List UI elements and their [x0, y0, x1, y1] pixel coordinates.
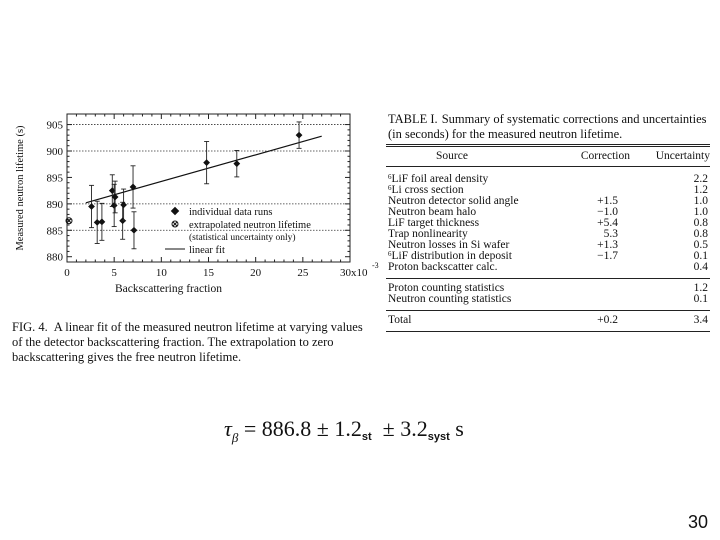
isotope-superscript: 6 — [388, 250, 392, 258]
row-uncertainty: 0.1 — [693, 293, 708, 305]
y-tick-label: 880 — [46, 251, 63, 264]
x-tick-label: 15 — [203, 267, 214, 279]
y-axis-label: Measured neutron lifetime (s) — [15, 125, 26, 251]
equation-unit: s — [449, 416, 464, 441]
y-tick-label: 890 — [46, 198, 63, 211]
header-source: Source — [436, 150, 468, 162]
row-uncertainty: 0.4 — [693, 261, 708, 273]
y-tick-label: 885 — [46, 225, 63, 238]
data-point — [99, 218, 106, 225]
row-correction: +5.4 — [597, 217, 618, 229]
row-source-text: Proton counting statistics — [388, 282, 505, 294]
figure-caption-text: A linear fit of the measured neutron lifetime at varying values of the detector backscattering fraction. The extrapolation to zero backscattering gives the free neutron lifetime. — [12, 320, 363, 364]
equation-stat: ± 1.2 — [316, 416, 362, 441]
row-source-text: Neutron losses in Si wafer — [388, 239, 510, 251]
data-point — [111, 202, 118, 209]
row-source-text: LiF foil areal density — [391, 173, 489, 185]
table-total-rule — [386, 310, 710, 311]
equation-syst: ± 3.2 — [382, 416, 428, 441]
y-tick-label: 895 — [46, 172, 63, 185]
data-point — [296, 132, 303, 139]
row-source-text: Proton backscatter calc. — [388, 261, 498, 273]
row-uncertainty: 2.2 — [693, 173, 708, 185]
x-tick-label-30: 30x10 — [340, 267, 368, 279]
row-correction: −1.7 — [597, 250, 618, 262]
x-tick-label: 20 — [250, 267, 262, 279]
row-source-text: LiF distribution in deposit — [391, 250, 512, 262]
row-uncertainty: 1.2 — [693, 282, 708, 294]
y-tick-label: 900 — [46, 146, 63, 158]
page-number: 30 — [688, 512, 709, 532]
total-uncertainty: 3.4 — [693, 314, 708, 326]
table-caption — [388, 112, 710, 142]
table-row — [386, 294, 710, 305]
table-row — [386, 262, 710, 273]
x-axis-label: Backscattering fraction — [115, 283, 222, 295]
header-correction: Correction — [580, 150, 630, 162]
figure-caption — [12, 320, 364, 365]
fit-line — [86, 136, 322, 203]
table-top-rule — [386, 144, 710, 145]
table-top-rule-2 — [386, 146, 710, 147]
row-source — [388, 294, 511, 305]
equation-tau: τ — [224, 416, 232, 441]
table-caption-label: TABLE I. — [388, 112, 438, 126]
x-tick-label: 25 — [297, 267, 309, 279]
total-label: Total — [388, 314, 412, 326]
row-uncertainty: 1.0 — [693, 195, 708, 207]
x-tick-label: 10 — [155, 267, 167, 279]
data-point — [131, 227, 138, 234]
table-header-row — [386, 151, 710, 162]
row-source-text: Neutron detector solid angle — [388, 195, 519, 207]
header-uncertainty: Uncertainty — [655, 150, 710, 162]
x-tick-label: 0 — [64, 267, 70, 279]
legend-marker-data — [171, 207, 179, 215]
row-source-text: LiF target thickness — [388, 217, 480, 229]
row-correction: +1.3 — [597, 239, 618, 251]
table-bottom-rule — [386, 331, 710, 332]
table-total-row — [386, 315, 710, 326]
legend-item-fit: linear fit — [189, 245, 225, 256]
equation-syst-sub: syst — [427, 431, 450, 443]
data-point — [203, 159, 210, 166]
row-uncertainty: 0.5 — [693, 239, 708, 251]
lifetime-equation — [224, 416, 464, 446]
x-exponent-label: -3 — [372, 261, 379, 270]
table-header-rule — [386, 166, 710, 167]
lifetime-vs-backscatter-chart — [10, 108, 379, 308]
legend-item-data: individual data runs — [189, 207, 273, 218]
isotope-superscript: 6 — [388, 173, 392, 181]
row-source-text: Neutron counting statistics — [388, 293, 512, 305]
row-source — [388, 262, 498, 273]
table-caption-text: Summary of systematic corrections and uncertainties (in seconds) for the measured neutron lifetime. — [388, 112, 707, 141]
isotope-superscript: 6 — [388, 184, 392, 192]
row-correction: +1.5 — [597, 195, 618, 207]
row-source-text: Trap nonlinearity — [388, 228, 468, 240]
row-correction: −1.0 — [597, 206, 618, 218]
row-uncertainty: 1.2 — [693, 184, 708, 196]
figure-caption-label: FIG. 4. — [12, 320, 48, 334]
data-point — [109, 187, 116, 194]
x-tick-label: 5 — [111, 267, 117, 279]
row-uncertainty: 0.8 — [693, 228, 708, 240]
total-correction: +0.2 — [597, 314, 618, 326]
table-section-rule — [386, 278, 710, 279]
equation-beta: β — [231, 430, 239, 445]
equation-value: = 886.8 — [238, 416, 317, 441]
y-tick-label: 905 — [46, 119, 63, 132]
row-uncertainty: 1.0 — [693, 206, 708, 218]
row-uncertainty: 0.1 — [693, 250, 708, 262]
row-uncertainty: 0.8 — [693, 217, 708, 229]
legend-item-note: (statistical uncertainty only) — [189, 233, 296, 243]
equation-stat-sub: st — [361, 431, 372, 443]
row-source-text: Li cross section — [391, 184, 464, 196]
legend-item-extrapolated: extrapolated neutron lifetime — [189, 220, 311, 231]
row-correction: 5.3 — [603, 228, 618, 240]
row-source-text: Neutron beam halo — [388, 206, 477, 218]
